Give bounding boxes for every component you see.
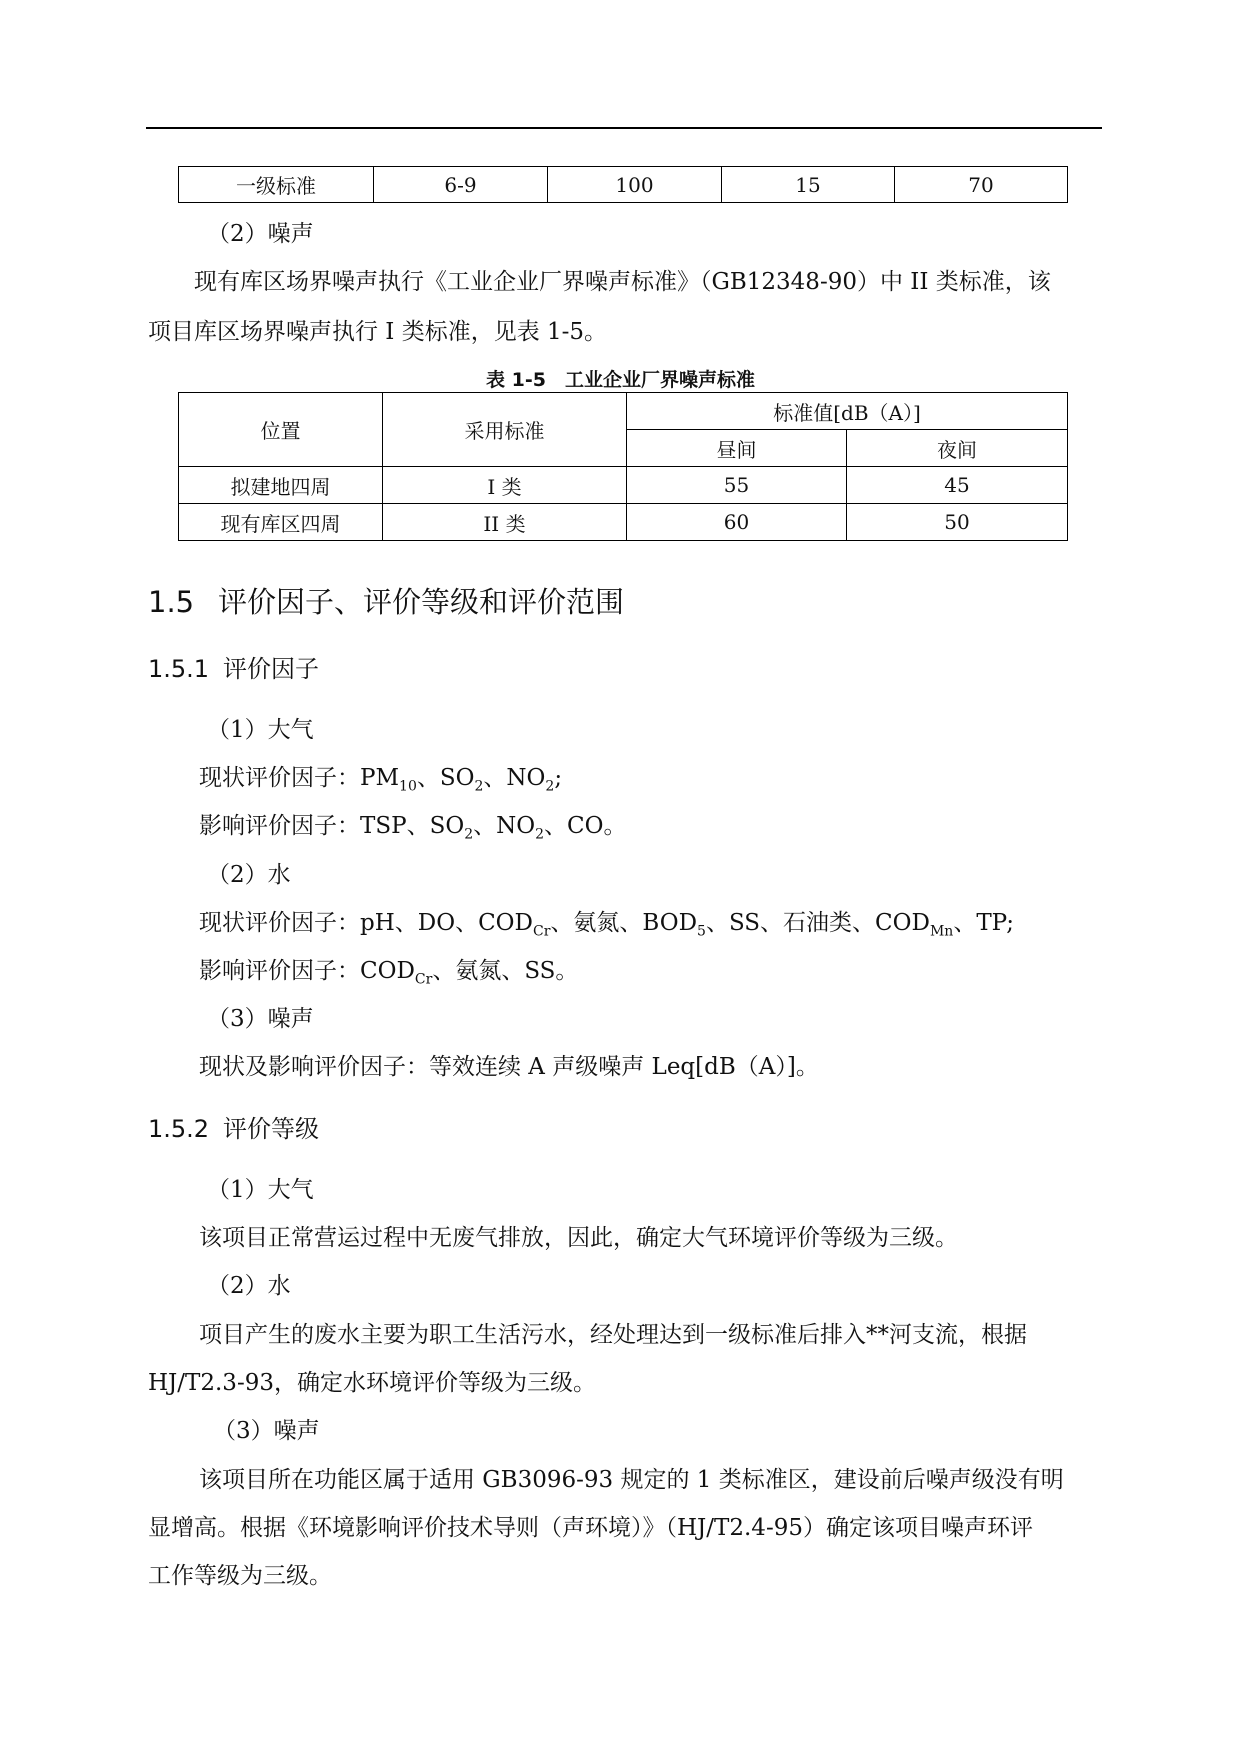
noise-paragraph-line: 项目库区场界噪声执行 I 类标准，见表 1-5。 — [148, 319, 608, 345]
noise-factor-text: 现状及影响评价因子：等效连续 A 声级噪声 Leq[dB（A）]。 — [199, 1054, 819, 1080]
factor-text: 、SS、石油类、COD — [705, 910, 930, 936]
factor-text: 、CO。 — [544, 813, 627, 839]
table-cell: 一级标准 — [179, 167, 374, 203]
subscript: Mn — [929, 923, 954, 940]
grade-noise-line: 工作等级为三级。 — [148, 1563, 332, 1589]
grade-water-line: 项目产生的废水主要为职工生活污水，经处理达到一级标准后排入**河支流，根据 — [199, 1322, 1027, 1348]
factor-text: 、NO — [473, 813, 536, 839]
section-heading-1-5-1 — [148, 654, 319, 684]
section-heading-1-5 — [148, 587, 624, 617]
table-cell: 70 — [895, 167, 1068, 203]
table-row — [179, 467, 1068, 504]
table-cell: 60 — [627, 504, 847, 541]
factor-text: 、氨氮、BOD — [550, 910, 698, 936]
table-cell: 100 — [548, 167, 722, 203]
header-standard: 采用标准 — [383, 393, 627, 467]
section-number: 1.5 — [148, 585, 195, 619]
grade-noise-line: 该项目所在功能区属于适用 GB3096-93 规定的 1 类标准区，建设前后噪声级没有明 — [199, 1467, 1064, 1493]
factor-label: 现状评价因子： — [199, 765, 360, 791]
factor-label: 影响评价因子： — [199, 813, 360, 839]
header-rule — [146, 127, 1102, 129]
table-cell: I 类 — [383, 467, 627, 504]
subscript: Cr — [414, 971, 433, 988]
water-heading: （2）水 — [207, 862, 291, 888]
table-cell: 15 — [722, 167, 895, 203]
section-heading-1-5-2 — [148, 1114, 319, 1144]
header-night: 夜间 — [847, 430, 1068, 467]
subscript: 2 — [535, 826, 545, 843]
noise-standard-table — [178, 392, 1068, 541]
subscript: Cr — [532, 923, 551, 940]
subscript: 2 — [464, 826, 474, 843]
table-row — [179, 504, 1068, 541]
header-location: 位置 — [179, 393, 383, 467]
factor-text: 、NO — [483, 765, 546, 791]
water-impact-factors — [199, 956, 578, 995]
table-cell: 55 — [627, 467, 847, 504]
factor-label: 影响评价因子： — [199, 958, 360, 984]
header-day: 昼间 — [627, 430, 847, 467]
water-current-factors — [199, 908, 1014, 947]
subscript: 5 — [697, 923, 706, 940]
grade-noise-line: 显增高。根据《环境影响评价技术导则（声环境）》（HJ/T2.4-95）确定该项目噪声环评 — [148, 1515, 1033, 1541]
air-impact-factors — [199, 811, 626, 850]
noise-paragraph-line: 现有库区场界噪声执行《工业企业厂界噪声标准》（GB12348-90）中 II 类标准，该 — [194, 269, 1051, 295]
factor-text: COD — [360, 958, 415, 984]
subscript: 2 — [474, 778, 484, 795]
section-number: 1.5.1 — [148, 655, 210, 683]
water-standard-table-fragment — [178, 166, 1068, 203]
section-title: 评价等级 — [223, 1115, 319, 1143]
subscript: 2 — [545, 778, 555, 795]
table-cell: 45 — [847, 467, 1068, 504]
air-current-factors — [199, 763, 562, 802]
factor-text: 、TP; — [953, 910, 1015, 936]
subscript: 10 — [399, 778, 417, 795]
section-number: 1.5.2 — [148, 1115, 210, 1143]
table-header-row — [179, 393, 1068, 430]
air-heading: （1）大气 — [207, 717, 314, 743]
table-row — [179, 167, 1068, 203]
grade-water-heading: （2）水 — [207, 1273, 291, 1299]
grade-air-heading: （1）大气 — [207, 1177, 314, 1203]
noise-heading: （2）噪声 — [207, 221, 314, 247]
factor-text: 、氨氮、SS。 — [432, 958, 579, 984]
table-cell: II 类 — [383, 504, 627, 541]
table-caption: 表 1-5 工业企业厂界噪声标准 — [486, 369, 755, 391]
grade-water-line: HJ/T2.3-93，确定水环境评价等级为三级。 — [148, 1370, 596, 1396]
table-cell: 拟建地四周 — [179, 467, 383, 504]
noise-factor-heading: （3）噪声 — [207, 1006, 314, 1032]
table-cell: 6-9 — [374, 167, 548, 203]
factor-label: 现状评价因子： — [199, 910, 360, 936]
factor-text: ; — [554, 765, 563, 791]
grade-air-text: 该项目正常营运过程中无废气排放，因此，确定大气环境评价等级为三级。 — [199, 1225, 958, 1251]
factor-text: pH、DO、COD — [360, 910, 533, 936]
factor-text: TSP、SO — [360, 813, 465, 839]
table-cell: 50 — [847, 504, 1068, 541]
section-title: 评价因子、评价等级和评价范围 — [218, 585, 625, 619]
grade-noise-heading: （3）噪声 — [213, 1418, 320, 1444]
section-title: 评价因子 — [223, 655, 319, 683]
table-cell: 现有库区四周 — [179, 504, 383, 541]
factor-text: 、SO — [416, 765, 475, 791]
header-value: 标准值[dB（A）] — [627, 393, 1068, 430]
factor-text: PM — [360, 765, 400, 791]
